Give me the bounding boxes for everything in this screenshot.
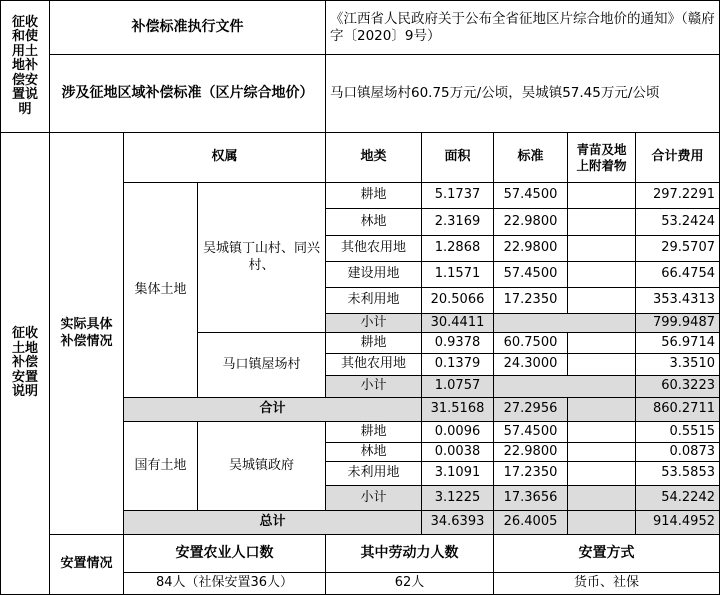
resettlement-method-value: 货币、社保 bbox=[494, 573, 720, 595]
standard-value: 24.3000 bbox=[494, 354, 568, 376]
grand-total-crops bbox=[568, 511, 636, 535]
total-value: 29.5707 bbox=[636, 236, 720, 262]
subtotal-crops bbox=[568, 486, 636, 511]
area-value: 0.0096 bbox=[422, 422, 494, 443]
total-value: 0.0873 bbox=[636, 443, 720, 462]
standard-label: 涉及征地区域补偿标准（区片综合地价） bbox=[50, 55, 326, 133]
land-type: 未利用地 bbox=[326, 288, 422, 314]
collective-land-label: 集体土地 bbox=[124, 183, 198, 398]
crops-value bbox=[568, 462, 636, 486]
crops-value bbox=[568, 354, 636, 376]
section-label: 实际具体补偿情况 bbox=[50, 133, 124, 535]
area-value: 0.1379 bbox=[422, 354, 494, 376]
resettlement-labor-value: 62人 bbox=[326, 573, 494, 595]
total-value: 297.2291 bbox=[636, 183, 720, 209]
standard-value: 57.4500 bbox=[494, 183, 568, 209]
land-type: 耕地 bbox=[326, 422, 422, 443]
collective-sum-standard: 27.2956 bbox=[494, 398, 568, 422]
total-value: 56.9714 bbox=[636, 333, 720, 354]
doc-value: 《江西省人民政府关于公布全省征地区片综合地价的通知》（赣府字〔2020〕9号） bbox=[326, 0, 720, 55]
resettlement-population-value: 84人（社保安置36人） bbox=[124, 573, 326, 595]
col-total: 合计费用 bbox=[636, 133, 720, 183]
side-label-top: 征收和使用土地补偿安置说明 bbox=[0, 0, 50, 133]
standard-value: 57.4500 bbox=[494, 422, 568, 443]
standard-value: 60.7500 bbox=[494, 333, 568, 354]
subtotal-total: 799.9487 bbox=[636, 314, 720, 333]
collective-sum-crops bbox=[568, 398, 636, 422]
resettlement-label: 安置情况 bbox=[50, 535, 124, 595]
location-makou: 马口镇屋场村 bbox=[198, 333, 326, 398]
grand-total-standard: 26.4005 bbox=[494, 511, 568, 535]
collective-sum-label: 合计 bbox=[124, 398, 422, 422]
area-value: 0.0038 bbox=[422, 443, 494, 462]
subtotal-label: 小计 bbox=[326, 486, 422, 511]
crops-value bbox=[568, 183, 636, 209]
grand-total-total: 914.4952 bbox=[636, 511, 720, 535]
col-standard: 标准 bbox=[494, 133, 568, 183]
collective-sum-total: 860.2711 bbox=[636, 398, 720, 422]
col-crops: 青苗及地上附着物 bbox=[568, 133, 636, 183]
standard-value: 17.2350 bbox=[494, 462, 568, 486]
state-land-label: 国有土地 bbox=[124, 422, 198, 511]
land-type: 林地 bbox=[326, 443, 422, 462]
collective-sum-area: 31.5168 bbox=[422, 398, 494, 422]
subtotal-label: 小计 bbox=[326, 376, 422, 398]
total-value: 53.2424 bbox=[636, 209, 720, 236]
crops-value bbox=[568, 443, 636, 462]
resettlement-population-header: 安置农业人口数 bbox=[124, 535, 326, 573]
standard-value: 17.2350 bbox=[494, 288, 568, 314]
crops-value bbox=[568, 422, 636, 443]
resettlement-labor-header: 其中劳动力人数 bbox=[326, 535, 494, 573]
land-type: 未利用地 bbox=[326, 462, 422, 486]
land-type: 其他农用地 bbox=[326, 236, 422, 262]
crops-value bbox=[568, 209, 636, 236]
side-label-bottom: 征收土地补偿安置说明 bbox=[0, 133, 50, 595]
grand-total-label: 总计 bbox=[124, 511, 422, 535]
standard-value: 22.9800 bbox=[494, 209, 568, 236]
land-type: 耕地 bbox=[326, 333, 422, 354]
subtotal-standard: 17.3656 bbox=[494, 486, 568, 511]
land-type: 其他农用地 bbox=[326, 354, 422, 376]
subtotal-area: 30.4411 bbox=[422, 314, 494, 333]
subtotal-total: 54.2242 bbox=[636, 486, 720, 511]
crops-value bbox=[568, 288, 636, 314]
crops-value bbox=[568, 236, 636, 262]
land-type: 建设用地 bbox=[326, 262, 422, 288]
total-value: 53.5853 bbox=[636, 462, 720, 486]
subtotal-area: 1.0757 bbox=[422, 376, 494, 398]
subtotal-area: 3.1225 bbox=[422, 486, 494, 511]
location-wucheng: 吴城镇丁山村、同兴村、 bbox=[198, 183, 326, 333]
standard-value: 马口镇屋场村60.75万元/公顷，吴城镇57.45万元/公顷 bbox=[326, 55, 720, 133]
crops-value bbox=[568, 262, 636, 288]
area-value: 1.2868 bbox=[422, 236, 494, 262]
subtotal-total: 60.3223 bbox=[636, 376, 720, 398]
land-type: 林地 bbox=[326, 209, 422, 236]
area-value: 0.9378 bbox=[422, 333, 494, 354]
total-value: 0.5515 bbox=[636, 422, 720, 443]
crops-value bbox=[568, 333, 636, 354]
subtotal-standard bbox=[494, 314, 636, 333]
total-value: 3.3510 bbox=[636, 354, 720, 376]
area-value: 5.1737 bbox=[422, 183, 494, 209]
col-ownership: 权属 bbox=[124, 133, 326, 183]
area-value: 1.1571 bbox=[422, 262, 494, 288]
area-value: 3.1091 bbox=[422, 462, 494, 486]
doc-label: 补偿标准执行文件 bbox=[50, 0, 326, 55]
total-value: 353.4313 bbox=[636, 288, 720, 314]
standard-value: 22.9800 bbox=[494, 443, 568, 462]
area-value: 20.5066 bbox=[422, 288, 494, 314]
area-value: 2.3169 bbox=[422, 209, 494, 236]
total-value: 66.4754 bbox=[636, 262, 720, 288]
col-land-type: 地类 bbox=[326, 133, 422, 183]
resettlement-method-header: 安置方式 bbox=[494, 535, 720, 573]
grand-total-area: 34.6393 bbox=[422, 511, 494, 535]
land-type: 耕地 bbox=[326, 183, 422, 209]
col-area: 面积 bbox=[422, 133, 494, 183]
standard-value: 57.4500 bbox=[494, 262, 568, 288]
location-wucheng-gov: 吴城镇政府 bbox=[198, 422, 326, 511]
subtotal-standard bbox=[494, 376, 636, 398]
standard-value: 22.9800 bbox=[494, 236, 568, 262]
subtotal-label: 小计 bbox=[326, 314, 422, 333]
